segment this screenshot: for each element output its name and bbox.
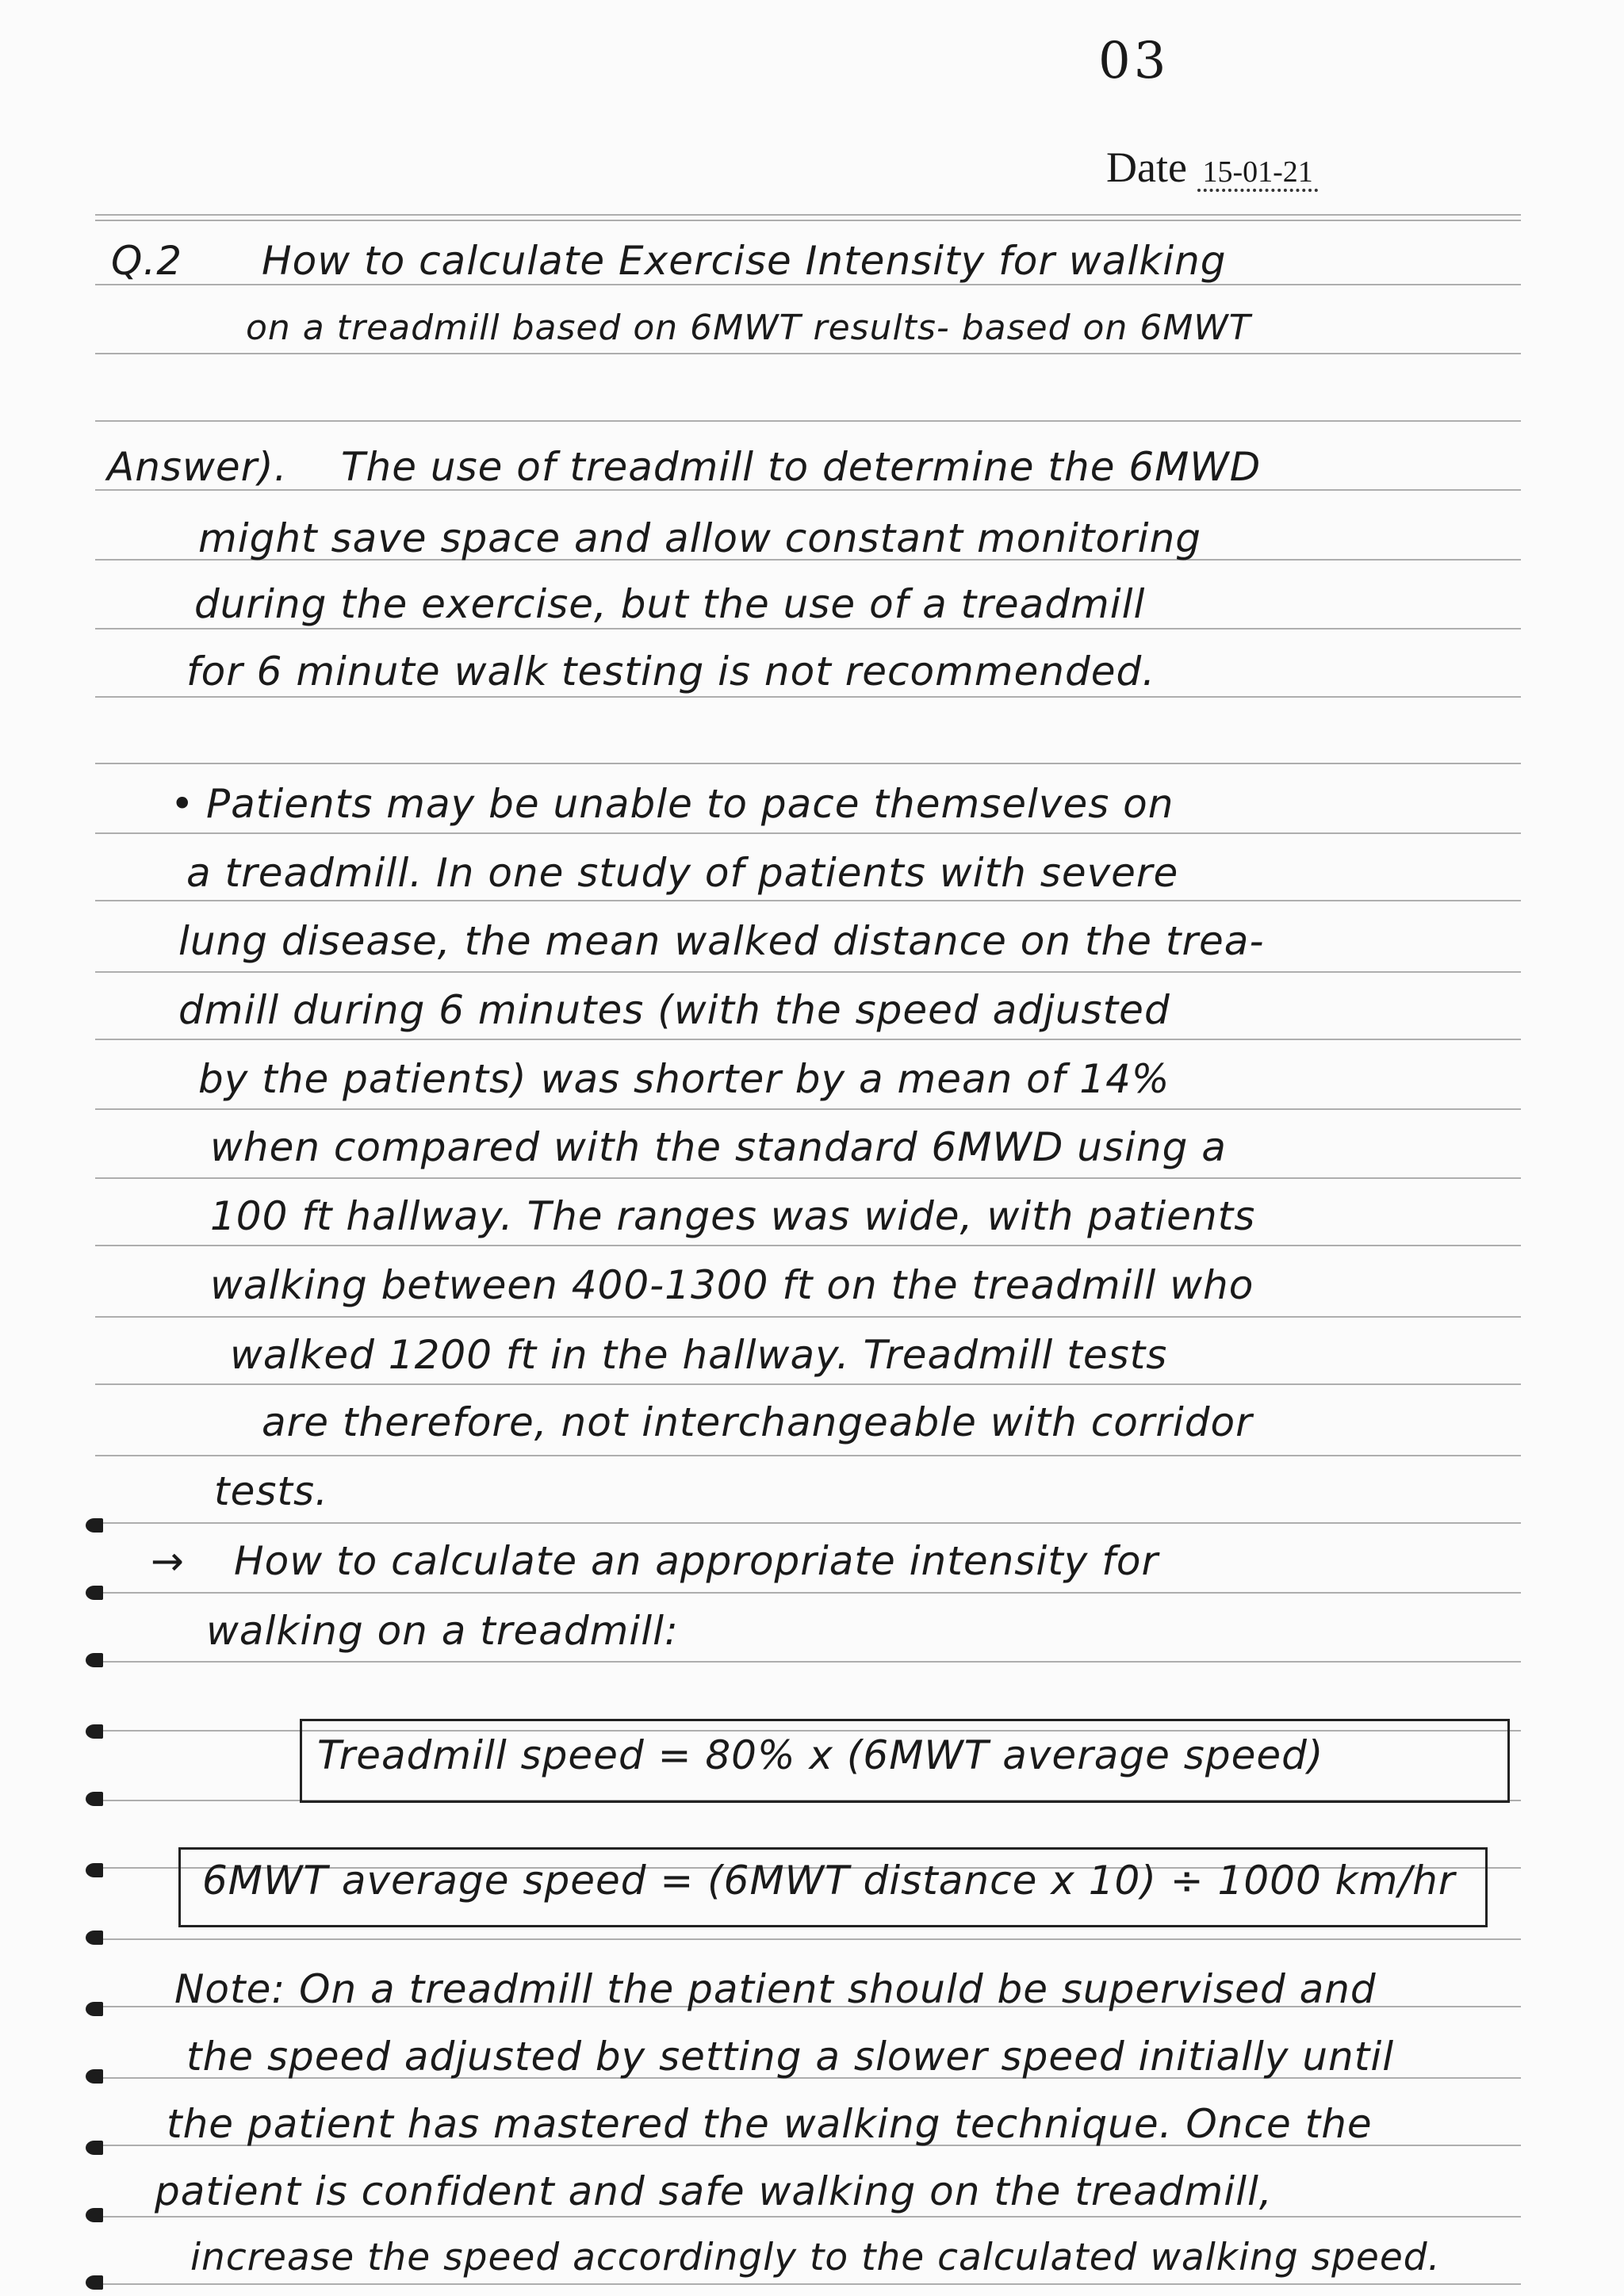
date-field [1106,143,1318,192]
binding-hole [86,1586,103,1600]
ruled-line [95,1383,1521,1385]
answer-line-2: might save space and allow constant monitoring [198,515,1201,561]
paragraph-line-4: dmill during 6 minutes (with the speed adjusted [178,987,1170,1033]
binding-hole [86,1653,103,1667]
ruled-line [95,1522,1521,1524]
ruled-line [95,1316,1521,1318]
ruled-line [95,2216,1521,2218]
arrow-icon: → [151,1538,185,1584]
formula-treadmill-speed: Treadmill speed = 80% x (6MWT average speed) [317,1732,1324,1778]
paragraph-line-2: a treadmill. In one study of patients with severe [186,850,1179,896]
binding-hole [86,2275,103,2290]
ruled-line [95,1938,1521,1940]
ruled-line [95,353,1521,354]
ruled-line [95,1177,1521,1179]
question-line-1: How to calculate Exercise Intensity for walking [262,238,1227,284]
ruled-line [95,971,1521,973]
ruled-line [95,832,1521,834]
formula-average-speed: 6MWT average speed = (6MWT distance x 10) ÷ 1000 km/hr [202,1858,1456,1904]
answer-label: Answer). [107,444,288,490]
ruled-line [95,1661,1521,1663]
howto-line-1: How to calculate an appropriate intensity for [234,1538,1159,1584]
ruled-line [95,214,1521,216]
date-label: Date [1106,144,1187,191]
binding-hole [86,1724,103,1739]
paragraph-line-5: by the patients) was shorter by a mean of 14% [198,1056,1170,1102]
paragraph-line-3: lung disease, the mean walked distance on the trea- [178,918,1265,964]
note-line-4: patient is confident and safe walking on the treadmill, [155,2168,1273,2214]
binding-hole [86,2002,103,2016]
answer-line-3: during the exercise, but the use of a treadmill [194,581,1146,627]
ruled-line [95,1039,1521,1040]
ruled-line [95,1245,1521,1246]
binding-hole [86,2069,103,2084]
ruled-line [95,2283,1521,2285]
paragraph-bullet: • [170,781,195,827]
note-line-3: the patient has mastered the walking technique. Once the [167,2101,1373,2147]
binding-hole [86,2208,103,2222]
page-number: 03 [1098,32,1170,90]
ruled-line [95,696,1521,698]
ruled-line [95,628,1521,629]
answer-line-1: The use of treadmill to determine the 6MWD [341,444,1262,490]
note-line-1: Note: On a treadmill the patient should be supervised and [174,1966,1377,2012]
paragraph-line-8: walking between 400-1300 ft on the treadmill who [210,1262,1254,1308]
binding-hole [86,1931,103,1945]
paragraph-line-11: tests. [214,1468,328,1514]
question-number: Q.2 [111,238,183,284]
ruled-line [95,763,1521,764]
binding-hole [86,1792,103,1806]
binding-hole [86,2141,103,2155]
paragraph-line-10: are therefore, not interchangeable with corridor [262,1399,1253,1445]
ruled-line [95,1592,1521,1594]
binding-hole [86,1863,103,1877]
ruled-line [95,900,1521,901]
binding-hole [86,1518,103,1533]
paragraph-line-9: walked 1200 ft in the hallway. Treadmill tests [230,1332,1168,1378]
paragraph-line-6: when compared with the standard 6MWD using a [210,1124,1227,1170]
howto-line-2: walking on a treadmill: [206,1608,679,1654]
answer-line-4: for 6 minute walk testing is not recommended. [186,649,1156,695]
date-value: 15-01-21 [1197,155,1317,192]
ruled-line [95,420,1521,422]
paragraph-line-1: Patients may be unable to pace themselves on [206,781,1174,827]
paragraph-line-7: 100 ft hallway. The ranges was wide, with patients [210,1193,1256,1239]
ruled-line [95,1455,1521,1456]
ruled-line [95,1108,1521,1110]
question-line-2: on a treadmill based on 6MWT results- based on 6MWT [246,308,1251,348]
note-line-5: increase the speed accordingly to the calculated walking speed. [190,2236,1441,2279]
note-line-2: the speed adjusted by setting a slower speed initially until [186,2034,1395,2080]
ruled-line [95,284,1521,285]
